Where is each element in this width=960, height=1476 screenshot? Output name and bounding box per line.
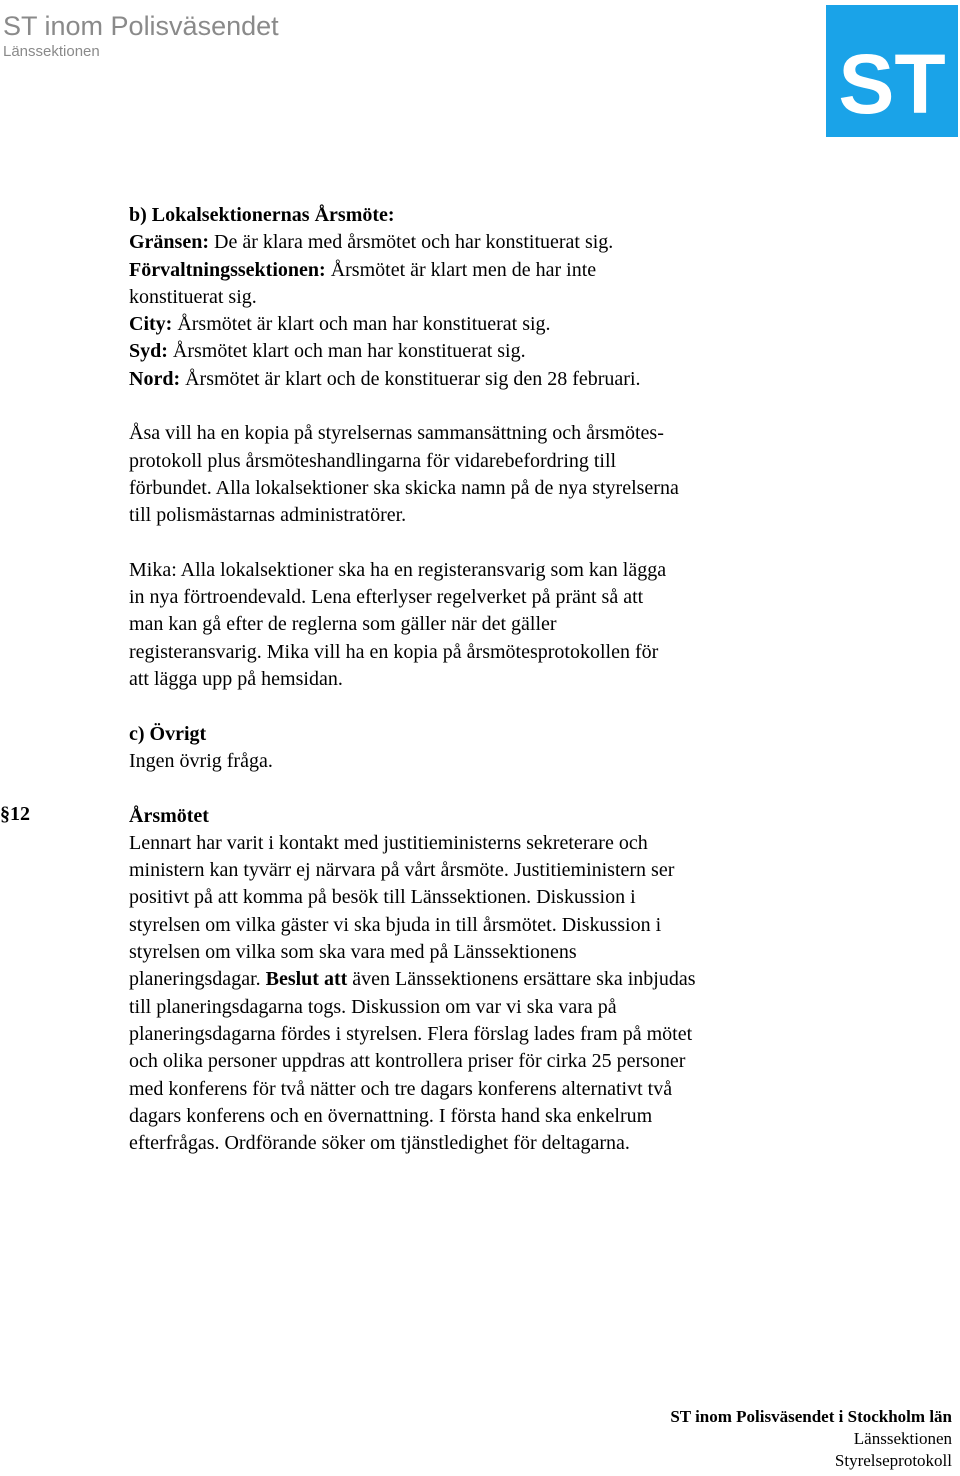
footer-doc-type: Styrelseprotokoll [834,1451,952,1470]
syd-label: Syd: [129,340,168,363]
section-12-line: dagars konferens och en övernattning. I första hand ska enkelrum [129,1104,653,1127]
section-c-heading: c) Övrigt [129,722,207,745]
section-12-heading: Årsmötet [129,804,209,827]
st-logo-icon [826,5,958,137]
mika-line: registeransvarig. Mika vill ha en kopia på årsmötesprotokollen för [129,640,659,663]
city-line [129,311,829,338]
city-label: City: [129,313,173,336]
mika-line: att lägga upp på hemsidan. [129,668,343,691]
forv-text-2: konstituerat sig. [129,285,257,308]
gransen-label: Gränsen: [129,231,209,254]
section-12-line: ministern kan tyvärr ej närvara på vårt årsmöte. Justitieministern ser [129,859,675,882]
section-12-line: med konferens för två nätter och tre dagars konferens alternativt två [129,1077,673,1100]
nord-text: Årsmötet är klart och de konstituerar sig den 28 februari. [180,367,641,390]
asa-line: förbundet. Alla lokalsektioner ska skicka namn på de nya styrelserna [129,476,679,499]
footer-section: Länssektionen [853,1429,952,1448]
section-c-text: Ingen övrig fråga. [129,749,273,772]
section-b-heading: b) Lokalsektionernas Årsmöte: [129,204,395,226]
mika-line: man kan gå efter de reglerna som gäller när det gäller [129,613,557,636]
beslut-line [129,966,829,993]
forv-label: Förvaltningssektionen: [129,258,326,281]
st-logo [826,5,958,137]
mika-line: in nya förtroendevald. Lena efterlyser regelverket på pränt så att [129,586,644,609]
gransen-line [129,229,829,256]
footer [670,1406,952,1472]
logo-text: ST [838,37,946,131]
asa-line: protokoll plus årsmöteshandlingarna för vidarebefordring till [129,449,617,472]
section-12-line: Lennart har varit i kontakt med justitieministerns sekreterare och [129,831,648,854]
gransen-text: De är klara med årsmötet och har konstituerat sig. [209,231,614,254]
nord-line [129,366,829,393]
nord-label: Nord: [129,367,181,390]
section-12-line: till planeringsdagarna togs. Diskussion om var vi ska vara på [129,995,617,1018]
section-12-number: §12 [0,803,30,825]
beslut-pre: planeringsdagar. [129,968,266,991]
section-12-line: efterfrågas. Ordförande söker om tjänstledighet för deltagarna. [129,1132,630,1155]
city-text: Årsmötet är klart och man har konstituerat sig. [172,313,551,336]
section-12-line: styrelsen om vilka gäster vi ska bjuda in till årsmötet. Diskussion i [129,913,662,936]
footer-org: ST inom Polisväsendet i Stockholm län [670,1407,952,1426]
forv-text-1: Årsmötet är klart men de har inte [325,258,597,281]
syd-line [129,338,829,365]
syd-text: Årsmötet klart och man har konstituerat sig. [167,340,526,363]
asa-line: till polismästarnas administratörer. [129,504,407,527]
header-title: ST inom Polisväsendet [3,11,279,41]
section-12-line: och olika personer uppdras att kontrollera priser för cirka 25 personer [129,1050,686,1073]
document-body [129,202,829,1157]
section-12-line: styrelsen om vilka som ska vara med på Länssektionens [129,941,577,964]
asa-line: Åsa vill ha en kopia på styrelsernas sammansättning och årsmötes- [129,422,664,445]
beslut-post: även Länssektionens ersättare ska inbjudas [347,968,696,991]
header-subtitle: Länssektionen [3,43,100,60]
forv-line [129,257,829,284]
mika-line: Mika: Alla lokalsektioner ska ha en registeransvarig som kan lägga [129,558,667,581]
section-12-line: positivt på att komma på besök till Länssektionen. Diskussion i [129,886,636,909]
section-12-line: planeringsdagarna fördes i styrelsen. Flera förslag lades fram på mötet [129,1022,693,1045]
beslut-label: Beslut att [265,968,348,991]
